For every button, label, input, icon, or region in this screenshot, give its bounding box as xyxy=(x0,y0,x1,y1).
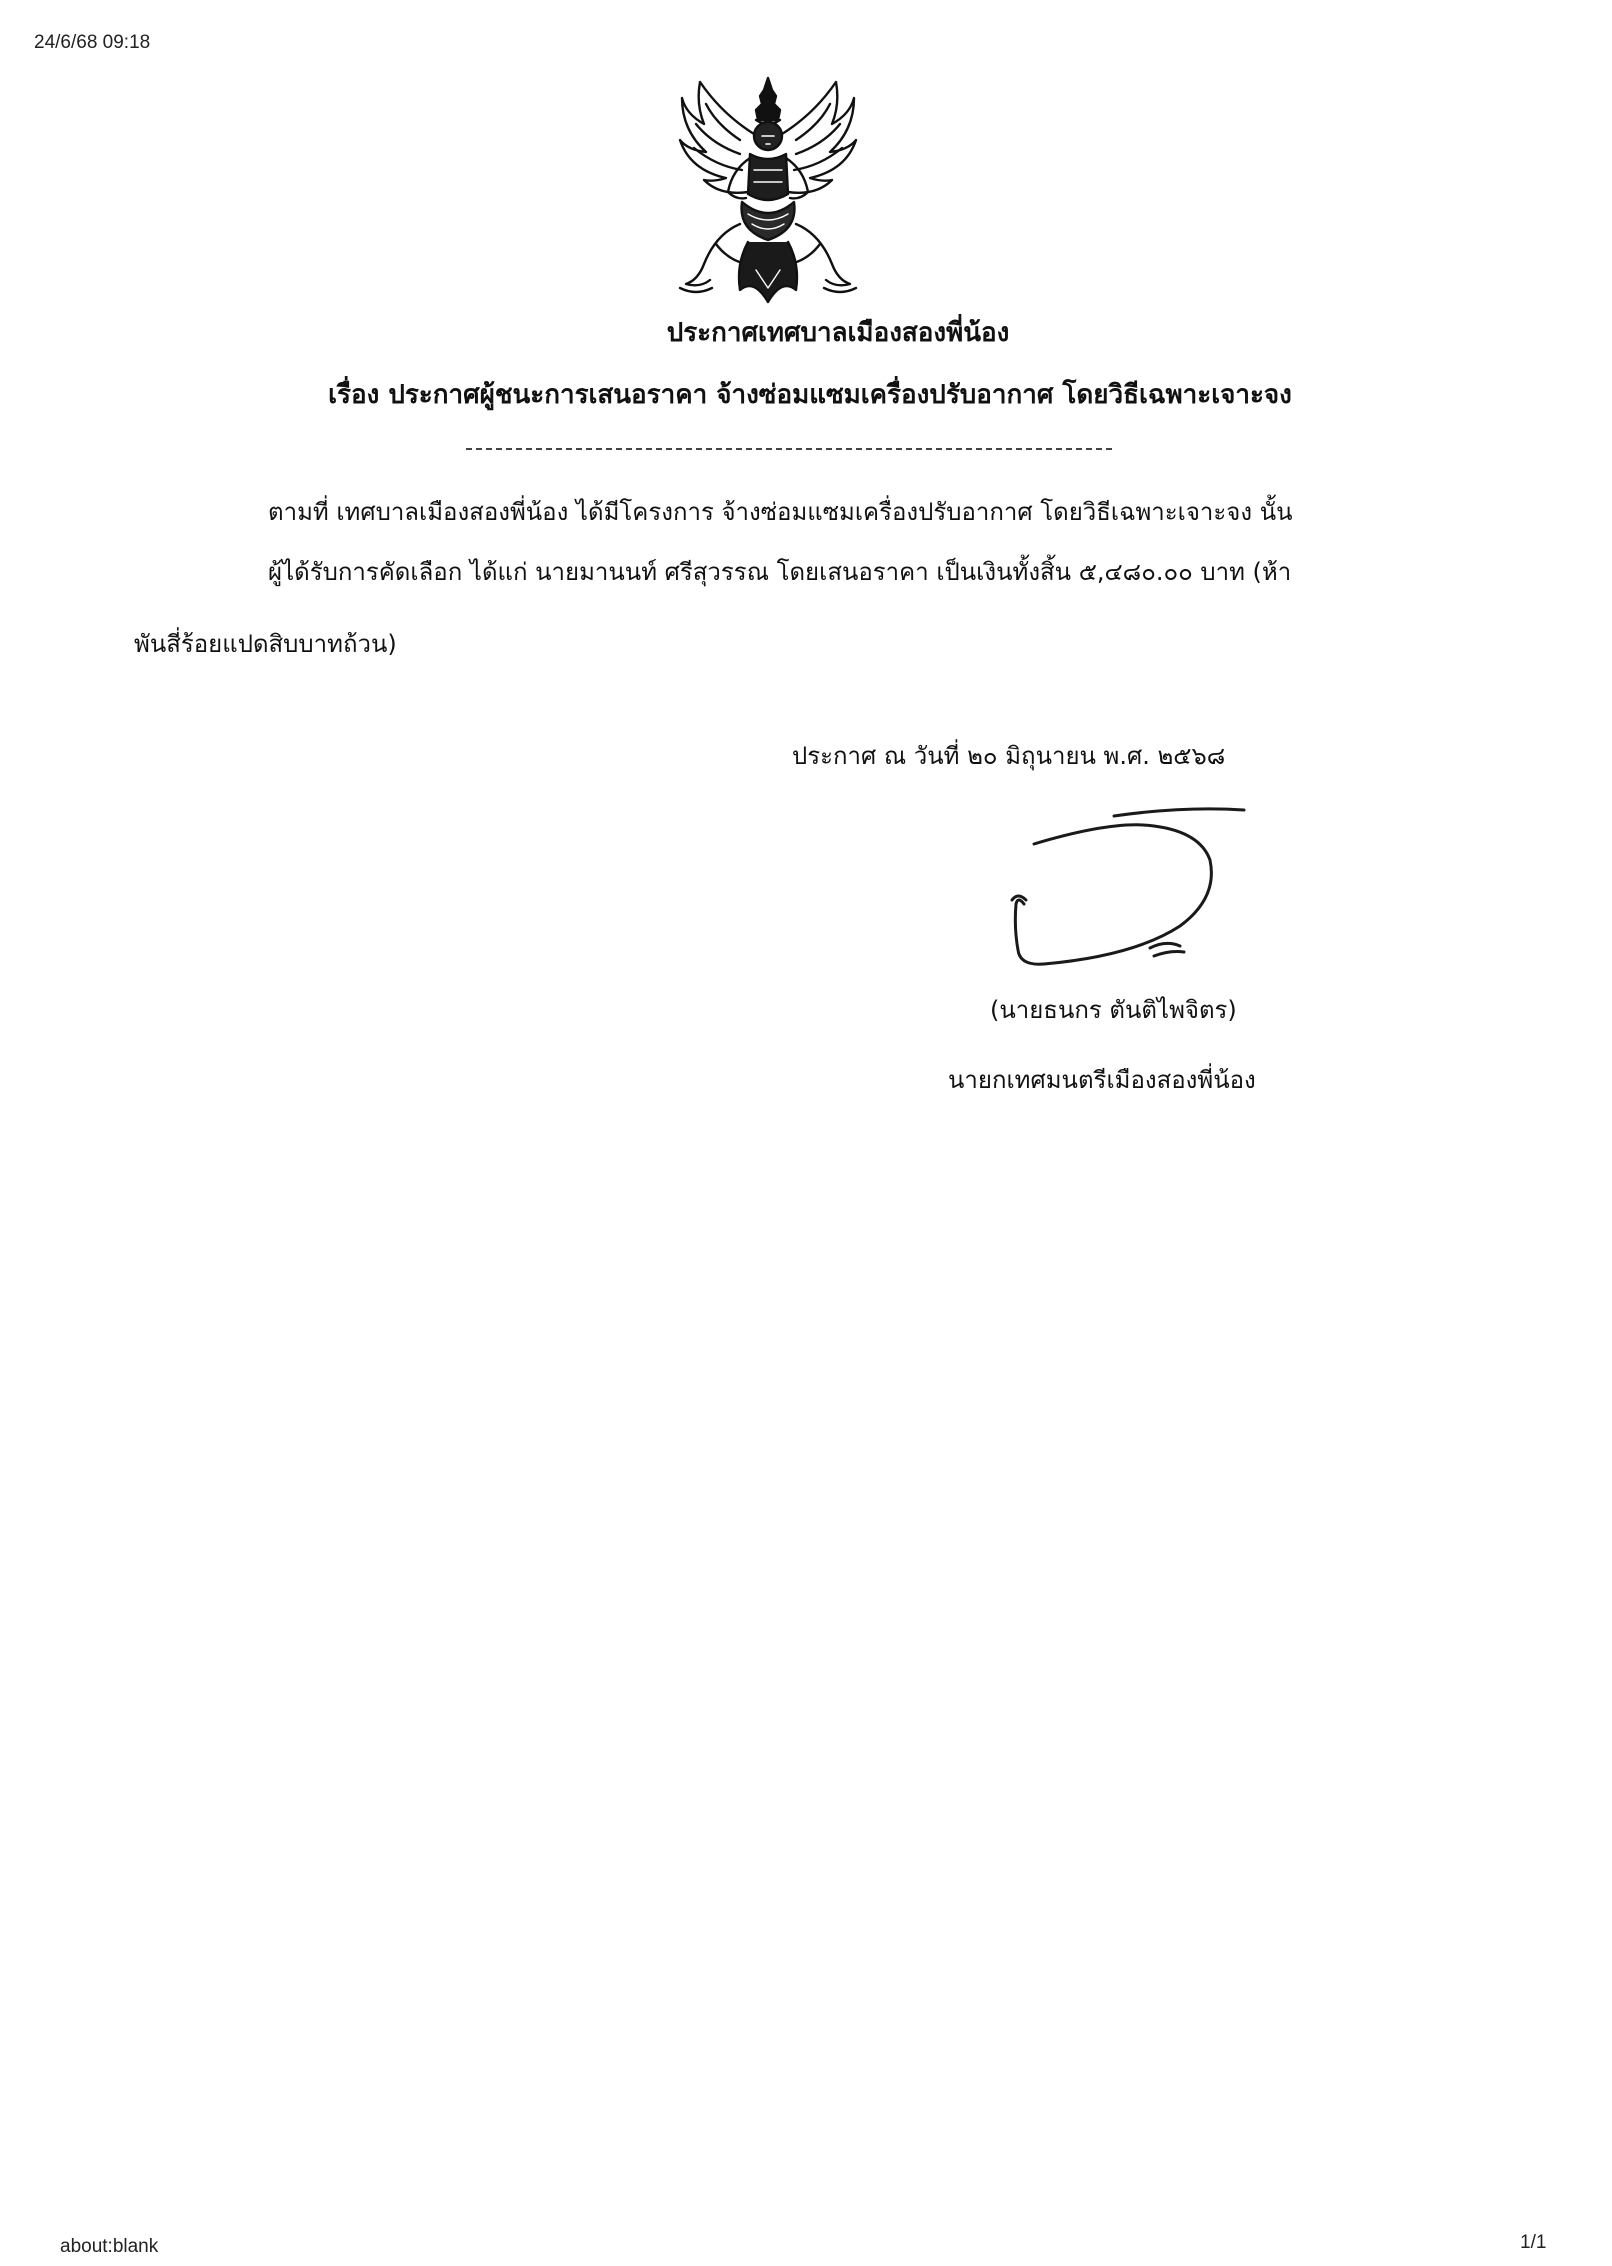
divider-line xyxy=(466,448,1112,450)
signer-name: (นายธนกร ตันติไพจิตร) xyxy=(990,996,1237,1024)
announcement-date: ประกาศ ณ วันที่ ๒๐ มิถุนายน พ.ศ. ๒๕๖๘ xyxy=(792,742,1226,770)
org-title: ประกาศเทศบาลเมืองสองพี่น้อง xyxy=(666,318,1010,348)
signer-title: นายกเทศมนตรีเมืองสองพี่น้อง xyxy=(948,1066,1256,1094)
body-line-3: พันสี่ร้อยแปดสิบบาทถ้วน) xyxy=(134,630,397,658)
body-line-1: ตามที่ เทศบาลเมืองสองพี่น้อง ได้มีโครงการ จ้างซ่อมแซมเครื่องปรับอากาศ โดยวิธีเฉพาะเจาะจง นั้น xyxy=(268,498,1293,526)
document-subject: เรื่อง ประกาศผู้ชนะการเสนอราคา จ้างซ่อมแซมเครื่องปรับอากาศ โดยวิธีเฉพาะเจาะจง xyxy=(328,380,1292,410)
print-footer-page-count: 1/1 xyxy=(1520,2232,1547,2253)
print-footer-url: about:blank xyxy=(60,2236,159,2257)
handwritten-signature-icon xyxy=(1004,800,1264,976)
garuda-emblem-icon xyxy=(676,74,860,308)
print-timestamp: 24/6/68 09:18 xyxy=(34,32,151,53)
body-line-2: ผู้ได้รับการคัดเลือก ได้แก่ นายมานนท์ ศรีสุวรรณ โดยเสนอราคา เป็นเงินทั้งสิ้น ๕,๔๘๐.๐๐ บาท (ห้า xyxy=(268,558,1292,586)
